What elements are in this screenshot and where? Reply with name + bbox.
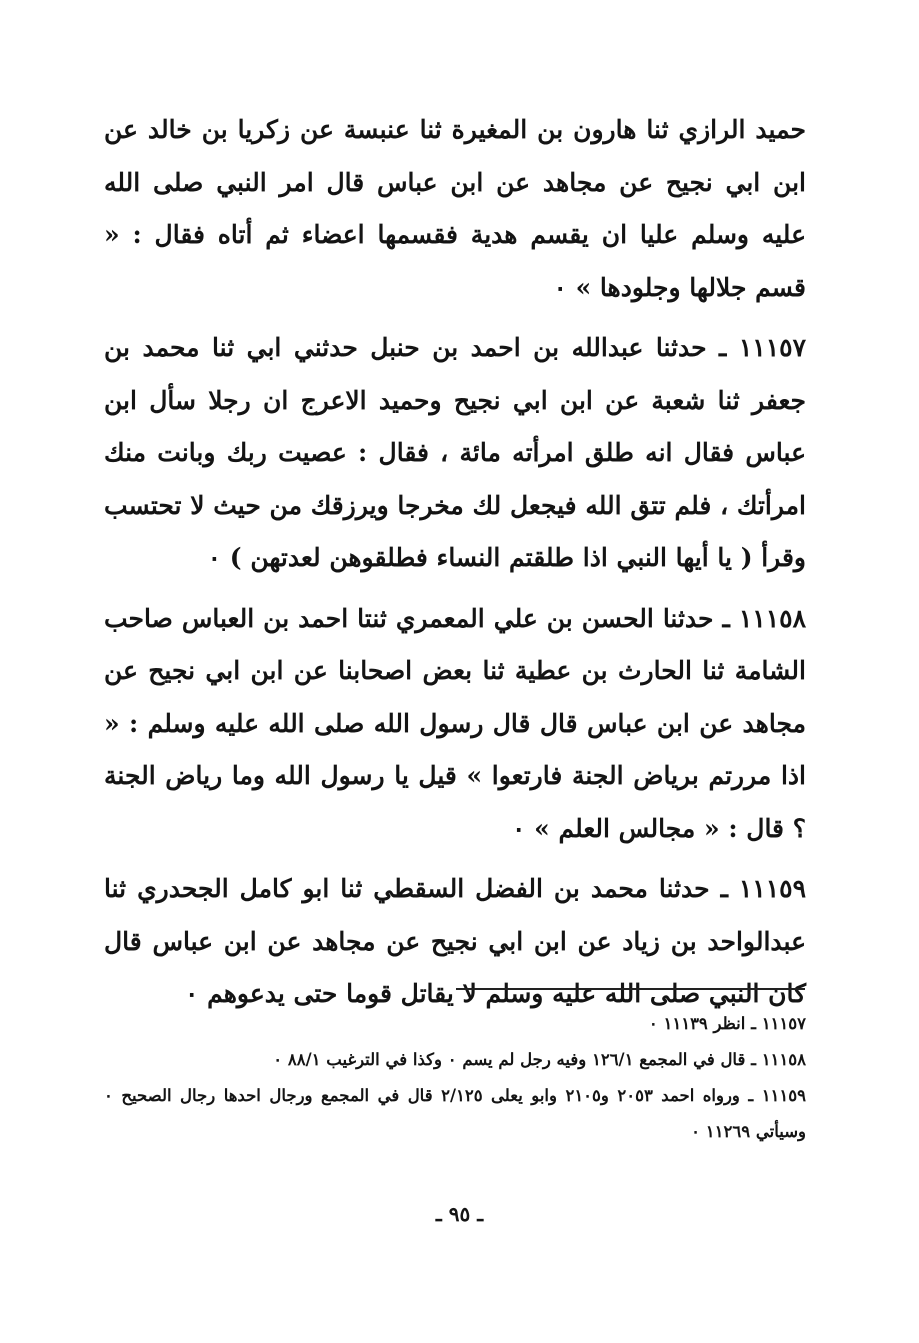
hadith-paragraph-continuation: حميد الرازي ثنا هارون بن المغيرة ثنا عنبسة عن زكريا بن خالد عن ابن ابي نجيح عن مجاهد عن ابن عباس قال امر النبي صلى الله عليه وسلم عليا ان يقسم هدية فقسمها اعضاء ثم أتاه فقال : « قسم جلالها وجلودها » ٠ [104, 115, 806, 302]
hadith-paragraph-11159: ١١١٥٩ ـ حدثنا محمد بن الفضل السقطي ثنا ابو كامل الجحدري ثنا عبدالواحد بن زياد عن ابن ابي نجيح عن مجاهد عن ابن عباس قال كان النبي صلى الله عليه وسلم لا يقاتل قوما حتى يدعوهم ٠ [104, 874, 806, 1008]
page-number: ـ ٩٥ ـ [435, 1202, 484, 1226]
footnote-11158: ١١١٥٨ ـ قال في المجمع ١٢٦/١ وفيه رجل لم يسم ٠ وكذا في الترغيب ٨٨/١ ٠ [273, 1050, 806, 1069]
footnote-11159: ١١١٥٩ ـ ورواه احمد ٢٠٥٣ و٢١٠٥ وابو يعلى ٢/١٢٥ قال في المجمع ورجال احدها رجال الصحيح ٠ وسيأتي ١١٢٦٩ ٠ [104, 1086, 806, 1141]
footnote-divider [456, 988, 805, 990]
main-text [104, 104, 806, 1021]
hadith-paragraph-11158: ١١١٥٨ ـ حدثنا الحسن بن علي المعمري ثنتا احمد بن العباس صاحب الشامة ثنا الحارث بن عطية ثنا بعض اصحابنا عن ابن ابي نجيح عن مجاهد عن ابن عباس قال قال رسول الله صلى الله عليه وسلم : « اذا مررتم برياض الجنة فارتعوا » قيل يا رسول الله وما رياض الجنة ؟ قال : « مجالس العلم » ٠ [104, 603, 806, 843]
footnotes [104, 1006, 806, 1150]
footnote-11157: ١١١٥٧ ـ انظر ١١١٣٩ ٠ [648, 1014, 806, 1033]
hadith-paragraph-11157: ١١١٥٧ ـ حدثنا عبدالله بن احمد بن حنبل حدثني ابي ثنا محمد بن جعفر ثنا شعبة عن ابن ابي نجيح وحميد الاعرج ان رجلا سأل ابن عباس فقال انه طلق امرأته مائة ، فقال : عصيت ربك وبانت منك امرأتك ، فلم تتق الله فيجعل لك مخرجا ويرزقك من حيث لا تحتسب وقرأ ( يا أيها النبي اذا طلقتم النساء فطلقوهن لعدتهن ) ٠ [104, 333, 806, 572]
